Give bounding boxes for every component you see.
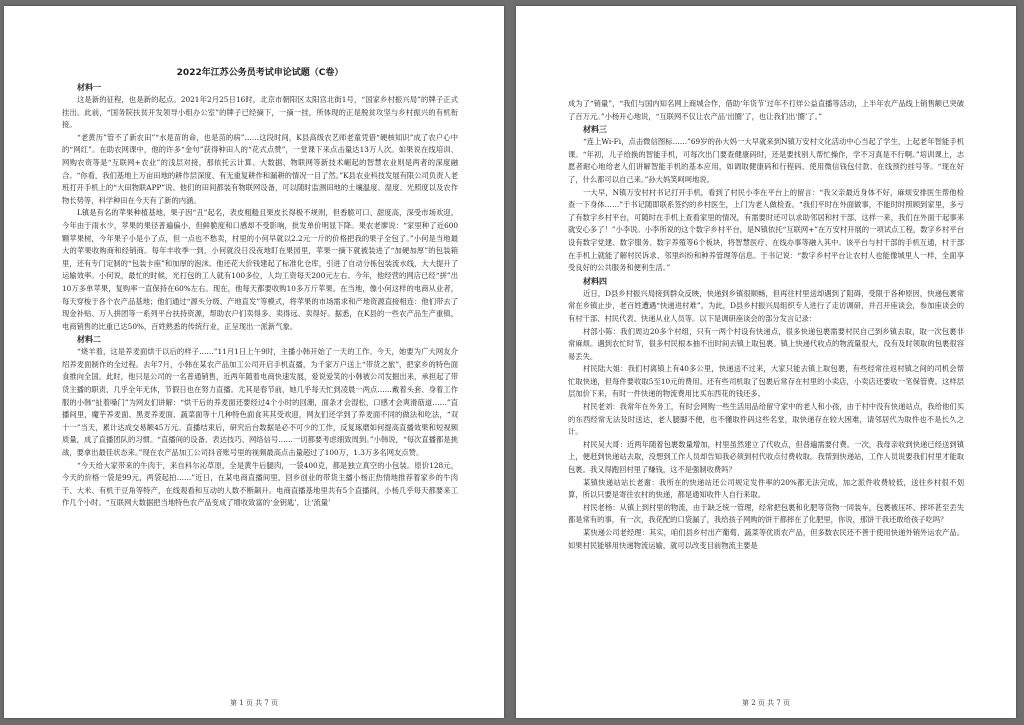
page-number-footer: 第 1 页 共 7 页 bbox=[229, 699, 279, 707]
paragraph: “今天给大家带来的牛肉干，来自科尔沁草原，全是黄牛后腿肉，一袋400克，都是独立真空的小包装。原价128元，今天的价格一袋是99元，两袋起拍……”近日，在某电商直播间里，回乡创业的带货主播小杨正热情地推荐着家乡的牛肉干、大米、有机干豆角等特产，在线观看和互动的人数不断飙升。电商直播基地里共有5个直播间，小杨几乎每天都要来工作几个小时。“互联网大数据把当地特色农产品变成了增收致富的‘金钥匙’，让‘流量’ bbox=[62, 460, 458, 508]
paragraph: 村民老杨：从镇上到村里的物流，由于缺乏统一管理，经常把包裹和化肥等货物一同装车，包裹被压坏、摔坏甚至丢失都是常有的事，有一次，我花配的口袋漏了，我给孩子网购的饼干都摔在了化肥里，你说，那饼干我还敢给孩子吃吗？ bbox=[568, 502, 964, 525]
document-title: 2022年江苏公务员考试申论试题（C卷） bbox=[176, 68, 344, 78]
paragraph: 村部小陈：我们周边20多个村组，只有一两个村设有快递点，很多快递包裹需要村民自己到乡镇去取，取一次包裹非常麻烦。遇到农忙时节，很多村民根本抽不出时间去镇上取包裹。镇上快递代收点的物流量很大，没有及时领取的包裹很容易丢失。 bbox=[568, 326, 964, 361]
paragraph: 村民陆大姐：我们村离镇上有40多公里，快递送不过来，大家只能去镇上取包裹，有些经常往返村镇之间的司机会帮忙取快递，但每件要收取5至10元的费用。还有些司机取了包裹后常存在村里的小卖店，小卖店还要收一笔保管费。这样层层加价下来，有时一件快递的物流费用比买东西花的钱还多。 bbox=[568, 364, 964, 399]
paragraph-continued: 成为了“销量”，“我们与国内知名网上商城合作，借助‘年货节’过年不打烊公益直播等活动，上半年农产品线上销售额已突破了百万元。”小杨开心地说，“互联网不仅让农产品‘出圈’了，也让我们出‘圈’了。” bbox=[568, 99, 964, 121]
paragraph: “连上Wi-Fi，点击微信图标……”69岁的孙大妈一大早就来到N镇万安村文化活动中心当起了学生，上起老年智能手机课。“年初，儿子给换的智能手机，可每次出门要查健康码时，还是要找别人帮忙操作，学不习真是不行啊。”培训课上，志愿者耐心地给老人们讲解智能手机的基本应用，如调取健康码和行程码、使用微信钱包付款、在线预约挂号等。“现在好了，什么都可以自己来。”孙大妈笑呵呵地说。 bbox=[568, 137, 964, 184]
page-2-content bbox=[568, 98, 964, 672]
paragraph: 某快递公司老经理：其实，咱们县乡村出产葡萄、蔬菜等优质农产品，但多数农民还不善于使用快递外销外运农产品。如果村民能够用快递物流运输，就可以改变目前物流主要是 bbox=[568, 528, 964, 550]
paragraph: L镇是有名的苹果种植基地，果子因“丑”起名，表皮粗糙且果皮长得极不规则，但香脆可口、甜度高，深受市场欢迎。今年由于雨水少，苹果的果径普遍偏小，但鲜脆度和口感却不受影响，批发单价明显下降。果农老廖说：“家里种了近600颗苹果树，今年果子小是小了点，但一点也不愁卖，村里的小何早就以2.2元一斤的价格把我的果子全包了。”小何是当地最大的苹果收购商和经销商。每年丰收季一到，小何就没日没夜地盯在果园里，苹果一摘下就被装进了“加硬加厚”的包装箱里，还有专门定制的“包装卡座”和加厚的泡沫。他还花大价钱建起了标准化仓库，引进了自动分拣包装流水线，大大提升了运输效率。小何说，最忙的时候，光打包的工人就有100多位，人均工资每天200元左右。今年，他经营的网店已经“拼”出10万多单苹果，复购率一直保持在60%左右。现在，他每天都要收购10多万斤苹果。在当地，像小何这样的电商从业者，每天穿梭于各个农产品基地；他们通过“源头分级、产地直发”等模式，将苹果的市场需求和产地资源直接相连：他们带去了现金补贴、万人拼团等一系列平台扶持资源，帮助农户们卖得多、卖得远、卖得好。据悉，在K县的一些农产品生产重镇，电商销售的比重已达50%，百姓熟悉的传统行业，正呈现出一派新气象。 bbox=[62, 208, 458, 331]
document-page-2 bbox=[516, 6, 1016, 718]
paragraph: 某镇快递站站长老谢：我所在的快递站还公司规定发件率的20%都无法完成，加之派件收费较低，送往乡村很不划算，所以只要是寄往农村的快递，都是通知收件人自行来取。 bbox=[568, 477, 964, 500]
paragraph: 村民吴大哥：近两年随着包裹数量增加，村里虽然建立了代收点，但普遍需要付费。一次，我母亲收到快递已经送到镇上，便赶到快递站去取，没想到工作人员却告知我必须到村代收点付费收取。我帮到快递站，工作人员说要我们村里才能取包裹。我又得跑回村里了赚钱，这不是强制收费吗？ bbox=[568, 439, 964, 475]
document-page-1 bbox=[4, 6, 504, 718]
paragraph: 村民老刘：我常年在外务工，有时会网购一些生活用品给留守家中的老人和小孩，由于村中没有快递站点，我给他们买的东西经常无法及时送达，老人腿脚不便，也不懂取件码这些名堂，取快递存在较大困难，请邻居代为取件也不是长久之计。 bbox=[568, 402, 964, 437]
page-number-footer: 第 2 页 共 7 页 bbox=[741, 699, 791, 707]
section-heading-material-3: 材料三 bbox=[583, 125, 607, 135]
paragraph: 这是新的征程，也是新的起点。2021年2月25日16时，北京市朝阳区太阳宫北街1号，“国家乡村振兴局”的牌子正式挂出。此前，“国务院扶贫开发领导小组办公室”的牌子已经摘下，一摘一挂，所体现的正是脱贫攻坚与乡村振兴的有机衔接。 bbox=[62, 95, 458, 130]
paragraph: 一大早，N镇万安村村书记打开手机，看到了村民小李在平台上的留言：“我父亲最近身体不好，麻烦安排医生帮他检查一下身体……”于书记随即联系签约的乡村医生，上门为老人做检查。“我们平时在外面做事，不能时时照顾到家里，多亏了有数字乡村平台，可随时在手机上查看家里的情况，有需要时还可以求助邻居和村干部，这样一来，我们在外面干起事来就安心多了！”小李说。小李所说的这个数字乡村平台，是N镇依托“互联网+”在万安村开展的一项试点工程，数字乡村平台设有数字党建、数字服务、数字养殖等6个板块，将智慧医疗、在线办事等融入其中。该平台与村干部的手机互通，村干部在手机上就能了解村民诉求、邻里纠纷和种养管理等信息。于书记说：“数字乡村平台让农村人也能像城里人一样，全面享受良好的公共服务和便利生活。” bbox=[568, 187, 964, 273]
section-heading-material-2: 材料二 bbox=[77, 335, 101, 345]
paragraph: “老黄历”管不了新农田”“水是苗的命，也是苗的病”……这段时间，K县高级农艺师老童凭借“硬核知识”成了农户心中的“网红”。在助农网课中，他的许多“金句”获得种田人的“花式点赞”，一堂课下来点击量达13万人次。如果说在线培训、网购农资等是“互联网+农业”的浅层对接，那依托云计算、大数据、物联网等新技术崛起的智慧农业则是两者的深度融合。“你看，我们基地上万亩田地的耕作层深度、有无重复耕作和漏耕的情况一目了然。”K县农业科技发展有限公司负责人老班打开手机上的“大田物联APP”说。他们的田间都装有物联网设备，可以随时监测田地的土壤温度、湿度、光照度以及农作物长势等，科学种田在今天有了新的内涵。 bbox=[62, 132, 458, 205]
paragraph: “烧羊着，这是养麦面烘干以后的样子……”11月1日上午9时，主播小韩开始了一天的工作。今天，她要为广大网友介绍养麦面制作的全过程。去年7月，小韩在某农产品加工公司开启手机直播，为千家万户送上“带货之旅”，把家乡的特色面食推向全国。此时，他只是公司的一名普通销售，近两年随着电商快速发展，爱说爱笑的小韩被公司发掘出来，承担起了带货主播的职责，几乎全年无休，节假日也在努力直播。尤其是春节前，她几乎每天忙到凌晨一两点……戴着头套、身着工作服的小韩“扯着嗓门”为网友们讲解：“烘干后的养麦面还要经过4个小时的回潮，面条才会湿松，口感才会爽滑筋道……”直播间里，魔芋养麦面、黑麦养麦面、蔬菜面等十几种特色面食其其受欢迎，网友们还学到了养麦面不同的做法和吃法，“双十一”当天，累计达成交易额45万元。直播结束后，研究后台数据是必不可少的工作，反复琢磨如何提高直播效果和短视频质量，成了直播团队的习惯。“直播间的设备、表达技巧、网络信号……一切都要考虑细致周到。”小韩说，“每次直播都是挑战，要拿出最佳状态来。”现在农产品加工公司抖音账号里的视频最高点击量超过了100万，1.3万多名网友点赞。 bbox=[62, 347, 458, 458]
page-1-content bbox=[62, 66, 458, 672]
paragraph: 近日，D县乡村振兴局接到群众反映，快递到乡镇很顺畅，但再往村里送却遇到了阻碍，受限于各种原因，快递包裹常常在乡镇止步，老百姓遭遇“快递进村难”。为此，D县乡村振兴局组织专人进行了走访调研，并召开座谈会，参加座谈会的有村干部、村民代表、快递从业人员等。以下是调研座谈会的部分发言记录： bbox=[568, 288, 964, 323]
section-heading-material-4: 材料四 bbox=[583, 276, 607, 286]
section-heading-material-1: 材料一 bbox=[77, 83, 101, 92]
